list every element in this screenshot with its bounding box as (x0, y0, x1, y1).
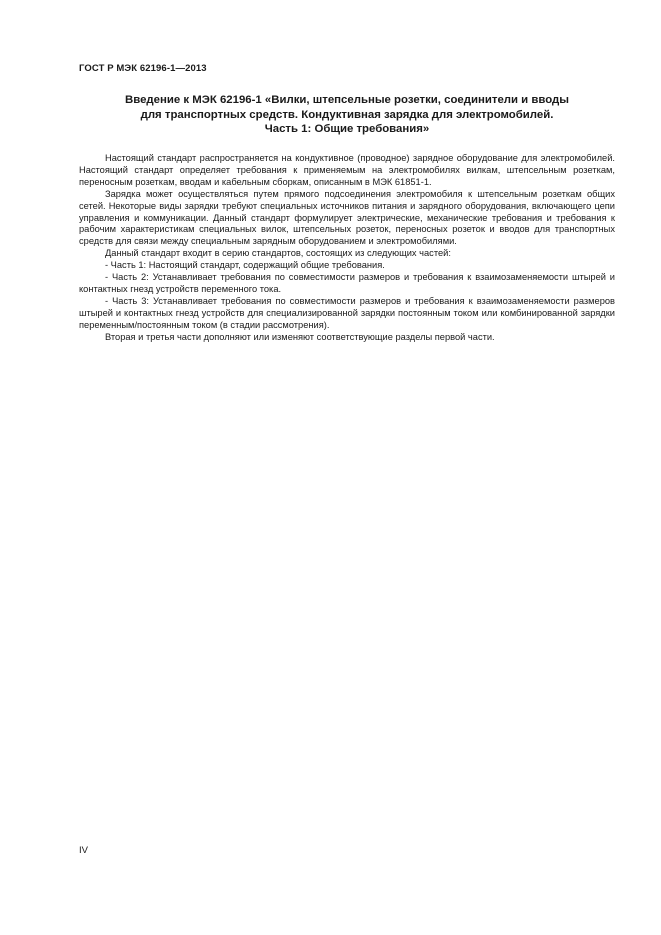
standard-code-header: ГОСТ Р МЭК 62196-1—2013 (79, 63, 207, 74)
title-line-2: для транспортных средств. Кондуктивная зарядка для электромобилей. (140, 108, 554, 121)
list-item-part-1: - Часть 1: Настоящий стандарт, содержащий общие требования. (105, 260, 385, 271)
introduction-title (79, 93, 615, 137)
paragraph-scope: Настоящий стандарт распространяется на кондуктивное (проводное) зарядное оборудование для электромобилей. Настоящий стандарт определяет требования к применяемым на электромобилях вилкам, штепсельным розеткам, переносным розеткам, вводам и кабельным сборкам, описанным в МЭК 61851-1. (79, 153, 615, 187)
introduction-body (79, 153, 615, 344)
title-line-1: Введение к МЭК 62196-1 «Вилки, штепсельные розетки, соединители и вводы (125, 94, 569, 106)
page-number: IV (79, 845, 88, 856)
title-line-3: Часть 1: Общие требования» (264, 123, 430, 135)
list-item-part-3: - Часть 3: Устанавливает требования по совместимости размеров и требования к взаимозаменяемости размеров штырей и контактных гнезд устройств для специализированной зарядки постоянным током или комбинированной зарядки переменным/постоянным током (в стадии рассмотрения). (79, 295, 615, 330)
list-item-part-2: - Часть 2: Устанавливает требования по совместимости размеров и требования к взаимозаменяемости штырей и контактных гнезд устройств переменного тока. (79, 272, 615, 294)
paragraph-charging: Зарядка может осуществляться путем прямого подсоединения электромобиля к штепсельным розеткам общих сетей. Некоторые виды зарядки требуют специальных источников питания и зарядного оборудования, включающего цепи управления и коммуникации. Данный стандарт формулирует электрические, механические требования и требования к рабочим характеристикам специальных вилок, штепсельных розеток, переносных розеток и вводов для транспортных средств для связи между специальным зарядным оборудованием и электромобилями. (79, 188, 615, 247)
paragraph-series-intro: Данный стандарт входит в серию стандартов, состоящих из следующих частей: (105, 248, 451, 259)
paragraph-parts-relation: Вторая и третья части дополняют или изменяют соответствующие разделы первой части. (105, 331, 495, 342)
